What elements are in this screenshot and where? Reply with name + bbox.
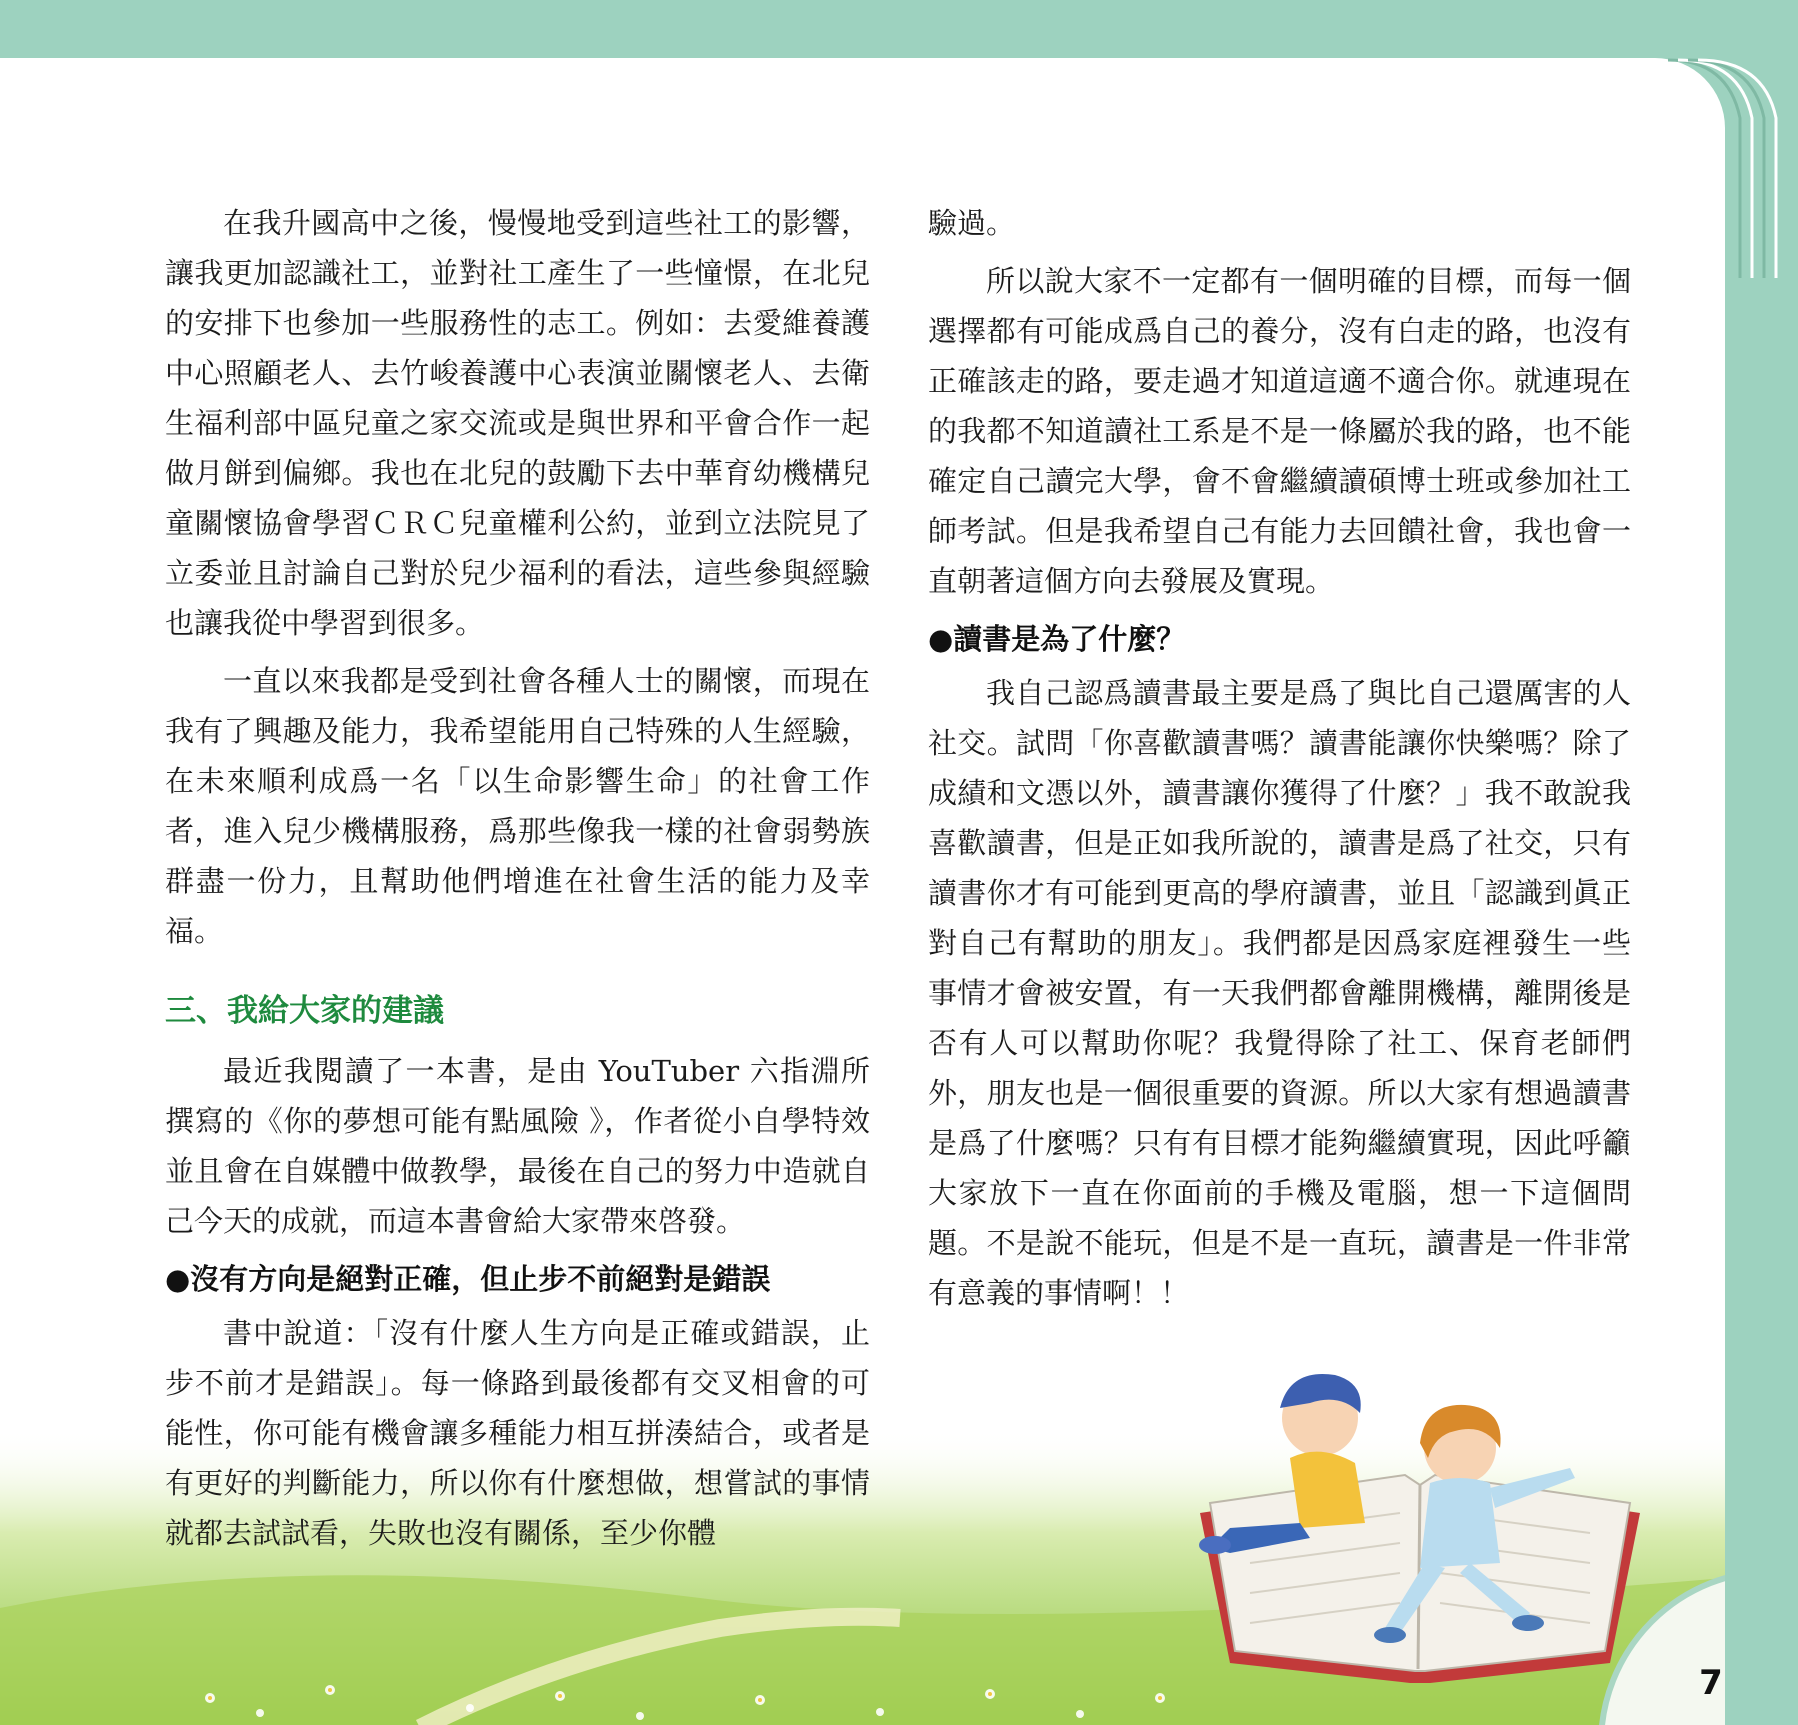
right-column [928,198,1631,1326]
bullet-heading: ●沒有方向是絕對正確，但止步不前絕對是錯誤 [165,1262,771,1296]
page-sheet [0,58,1725,1725]
paragraph: 在我升國高中之後，慢慢地受到這些社工的影響，讓我更加認識社工，並對社工產生了一些憧憬，在北兒的安排下也參加一些服務性的志工。例如：去愛維養護中心照顧老人、去竹峻養護中心表演並關懷老人、去衛生福利部中區兒童之家交流或是與世界和平會合作一起做月餅到偏鄉。我也在北兒的鼓勵下去中華育幼機構兒童關懷協會學習ＣＲＣ兒童權利公約，並到立法院見了立委並且討論自己對於兒少福利的看法，這些參與經驗也讓我從中學習到很多。 [165,206,870,640]
section-heading: 三、我給大家的建議 [165,993,444,1029]
page-number: 7 [1699,1663,1723,1703]
paragraph: 最近我閱讀了一本書，是由 YouTuber 六指淵所撰寫的《你的夢想可能有點風險 》，作者從小自學特效並且會在自媒體中做教學，最後在自己的努力中造就自己今天的成就，而這本書會給大家帶來啓發。 [165,1054,870,1238]
paragraph: 書中說道：「沒有什麼人生方向是正確或錯誤，止步不前才是錯誤」。每一條路到最後都有交叉相會的可能性，你可能有機會讓多種能力相互拼湊結合，或者是有更好的判斷能力，所以你有什麼想做，想嘗試的事情就都去試試看，失敗也沒有關係，至少你體 [165,1316,870,1550]
paragraph: 所以說大家不一定都有一個明確的目標，而每一個選擇都有可能成爲自己的養分，沒有白走的路，也沒有正確該走的路，要走過才知道這適不適合你。就連現在的我都不知道讀社工系是不是一條屬於我的路，也不能確定自己讀完大學，會不會繼續讀碩博士班或參加社工師考試。但是我希望自己有能力去回饋社會，我也會一直朝著這個方向去發展及實現。 [928,264,1631,598]
left-column [165,198,870,1566]
kids-reading-book-illustration [1170,1363,1670,1693]
bullet-heading: ●讀書是為了什麼？ [928,622,1186,656]
paragraph-continued: 驗過。 [928,206,1016,240]
paragraph: 我自己認爲讀書最主要是爲了與比自己還厲害的人社交。試問「你喜歡讀書嗎？讀書能讓你快樂嗎？除了成績和文憑以外，讀書讓你獲得了什麼？」我不敢說我喜歡讀書，但是正如我所說的，讀書是爲了社交，只有讀書你才有可能到更高的學府讀書，並且「認識到眞正對自己有幫助的朋友」。我們都是因爲家庭裡發生一些事情才會被安置，有一天我們都會離開機構，離開後是否有人可以幫助你呢？我覺得除了社工、保育老師們外，朋友也是一個很重要的資源。所以大家有想過讀書是爲了什麼嗎？只有有目標才能夠繼續實現，因此呼籲大家放下一直在你面前的手機及電腦，想一下這個問題。不是說不能玩，但是不是一直玩，讀書是一件非常有意義的事情啊！！ [928,676,1631,1310]
paragraph: 一直以來我都是受到社會各種人士的關懷，而現在我有了興趣及能力，我希望能用自己特殊的人生經驗，在未來順利成爲一名「以生命影響生命」的社會工作者，進入兒少機構服務，爲那些像我一樣的社會弱勢族群盡一份力，且幫助他們增進在社會生活的能力及幸福。 [165,664,870,948]
